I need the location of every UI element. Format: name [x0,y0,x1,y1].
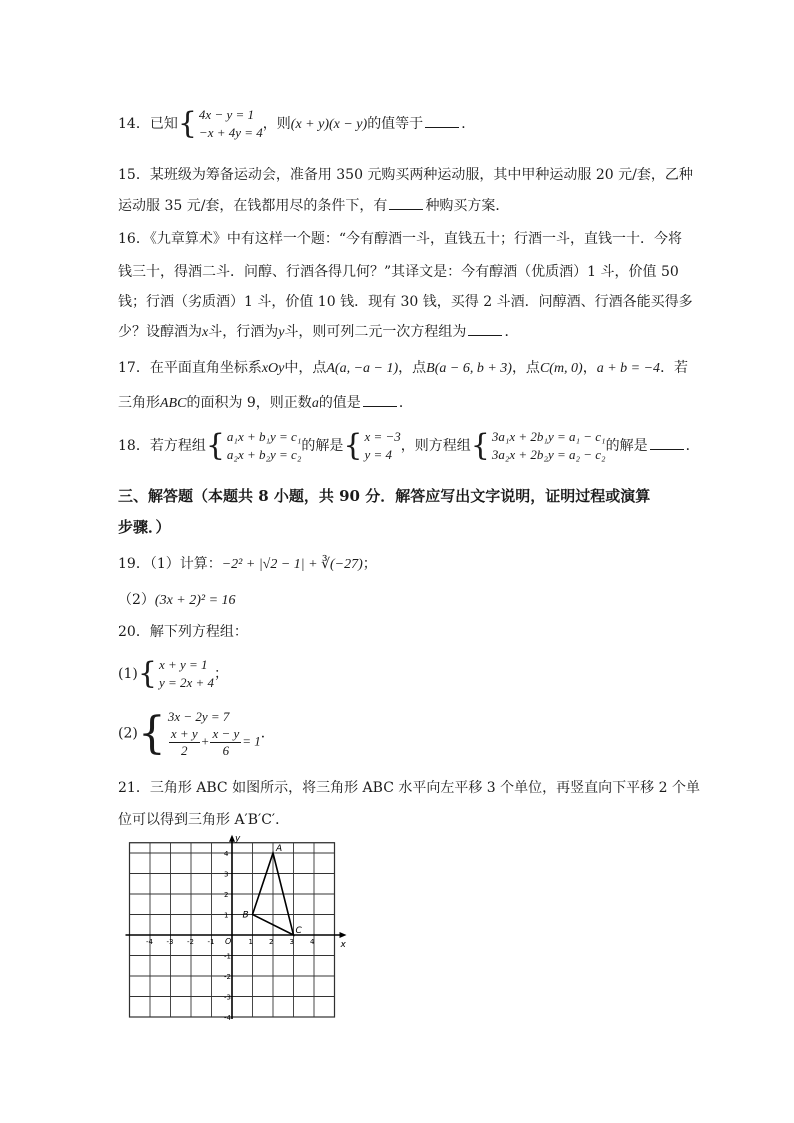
point-b-label: B [242,910,249,921]
y-tick-label: 3 [224,870,229,879]
left-brace-icon: { [137,707,166,759]
q17-end: ． [398,395,413,411]
fraction-denominator: 2 [181,743,188,758]
left-brace-icon: { [137,656,157,691]
question-18 [118,428,700,464]
y-tick-label: -2 [224,973,231,981]
point-a-label: A [276,844,283,854]
question-17-line1 [118,358,688,379]
q20-p1-system [159,656,214,692]
q17-p5: ， [582,360,597,376]
x-tick-label: -1 [207,938,215,946]
q18-system2 [492,428,606,464]
q17-a: a [311,396,319,411]
q14-end: ． [461,116,476,132]
x-tick-label: 2 [269,938,274,946]
plus-sign: + [200,733,210,749]
q20-p1-end: ； [214,666,229,682]
q17-condition: a + b = −4 [596,361,661,376]
q20-p2-rhs: = 1 [242,733,261,749]
answer-blank[interactable] [468,322,502,336]
y-tick-label: 1 [224,911,229,920]
fraction [210,726,241,759]
q19-part2-label: （2） [118,592,155,608]
left-brace-icon: { [205,428,225,463]
fraction-numerator: x + y [170,726,198,741]
x-tick-label: 1 [248,938,253,946]
question-14 [118,106,475,142]
q18-sol-y: y = 4 [364,447,392,462]
q20-p1-eq1: x + y = 1 [158,657,208,672]
q18-end: ． [685,438,700,454]
y-axis-label: y [235,833,241,844]
fraction [169,726,200,759]
q20-p2-eq1: 3x − 2y = 7 [167,709,230,724]
q14-mid: ，则 [262,116,291,132]
q16-var-x: x [202,325,209,340]
section-heading-line1: 三、解答题（本题共 8 小题，共 90 分．解答应写出文字说明，证明过程或演算 [118,487,651,505]
q14-eq2: −x + 4y = 4 [198,125,263,140]
left-brace-icon: { [343,428,363,463]
q17-line2b: 的面积为 9，则正数 [186,395,312,411]
q17-p2: 中，点 [284,360,327,376]
q18-s2-eq1: 3a₁x + 2b₁y = a₁ − c₁ [491,429,606,444]
left-brace-icon: { [177,106,197,141]
q17-line2a: 三角形 [118,395,160,411]
y-tick-label: -1 [224,952,231,961]
answer-blank[interactable] [363,393,397,407]
q20-p2-eq2 [168,726,261,759]
q18-solution [364,428,400,464]
question-20-part2 [118,708,275,759]
question-16-line2: 钱三十，得酒二斗．问醇、行酒各得几何？”其译文是：今有醇酒（优质酒）1 斗，价值 50 [118,264,679,280]
y-tick-label: -3 [224,993,231,1002]
y-tick-label: 4 [224,850,229,858]
y-tick-label: 2 [224,891,229,899]
q17-line2c: 的值是 [318,395,361,411]
q18-s1-eq2: a₂x + b₂y = c₂ [226,447,302,462]
q19-part1-end: ； [362,556,377,572]
q18-system1 [227,428,301,464]
q19-part1-expr: −2² + |√2 − 1| + ∛(−27) [221,557,363,572]
q15-line2b: 种购买方案． [425,198,510,214]
q17-p1: 17．在平面直角坐标系 [118,360,262,376]
x-tick-label: -2 [187,938,194,946]
q20-p2-label: (2) [118,725,138,742]
q20-p1-eq2: y = 2x + 4 [158,675,215,690]
q19-part1-label: 19．（1）计算： [118,556,222,572]
x-tick-label: -4 [146,938,153,946]
q17-xoy: xOy [261,361,285,376]
q17-point-b: B(a − 6, b + 3) [426,361,512,376]
q17-point-c: C(m, 0) [539,361,583,376]
q20-p2-system [168,708,261,759]
q16-line4c: 斗，则可列二元一次方程组为 [284,324,467,340]
q14-eq1: 4x − y = 1 [198,107,255,122]
q17-p6: ．若 [660,360,689,376]
q19-part2-expr: (3x + 2)² = 16 [154,593,236,608]
x-axis-arrow-icon [340,932,347,938]
q18-s1-eq1: a₁x + b₁y = c₁ [226,429,302,444]
question-21-line1: 21．三角形 ABC 如图所示，将三角形 ABC 水平向左平移 3 个单位，再竖直向下平移 2 个单 [118,780,700,796]
q16-line4b: 斗，行酒为 [208,324,279,340]
q18-mid1: 的解是 [301,438,344,454]
x-tick-label: -3 [166,938,174,946]
answer-blank[interactable] [425,114,459,128]
question-15-line2 [118,196,509,216]
q14-tail: 的值等于 [367,116,424,132]
q18-mid2: ，则方程组 [400,438,471,454]
q20-p2-end: ． [260,725,275,742]
q16-end: ． [504,324,519,340]
coordinate-grid-figure [130,833,346,1023]
answer-blank[interactable] [389,196,423,210]
y-tick-label: -4 [224,1014,231,1022]
question-19-part1 [118,554,377,575]
question-19-part2 [118,590,236,611]
question-16-line4 [118,322,518,343]
q17-abc: ABC [160,396,187,411]
q18-s2-eq2: 3a₂x + 2b₂y = a₂ − c₂ [491,447,606,462]
q14-system [199,106,263,142]
q15-line2a: 运动服 35 元/套，在钱都用尽的条件下，有 [118,198,388,214]
x-tick-label: 4 [310,938,315,946]
fraction-numerator: x − y [212,726,240,741]
left-brace-icon: { [470,428,490,463]
origin-label: O [225,937,232,946]
question-20-part1 [118,656,228,692]
question-16-line1: 16．《九章算术》中有这样一个题：“今有醇酒一斗，直钱五十；行酒一斗，直钱一十．今将 [118,231,682,247]
q16-var-y: y [278,325,285,340]
fraction-denominator: 6 [222,743,230,758]
question-20-title: 20．解下列方程组： [118,624,248,640]
q14-expression: (x + y)(x − y) [290,117,368,132]
q18-number: 18．若方程组 [118,438,206,454]
question-17-line2 [118,393,413,414]
x-axis-label: x [340,940,346,950]
q16-line4a: 少？设醇酒为 [118,324,202,340]
q18-tail: 的解是 [605,438,648,454]
question-21-line2: 位可以得到三角形 A′B′C′． [118,812,290,828]
q14-number: 14．已知 [118,116,178,132]
question-15-line1: 15．某班级为筹备运动会，准备用 350 元购买两种运动服，其中甲种运动服 20 元/套，乙种 [118,167,693,183]
section-heading-line2: 步骤．） [118,518,171,536]
point-c-label: C [295,926,302,936]
q17-point-a: A(a, −a − 1) [326,361,399,376]
q17-p4: ，点 [511,360,540,376]
q20-p1-label: (1) [118,666,138,682]
answer-blank[interactable] [650,436,684,450]
q17-p3: ，点 [398,360,427,376]
question-16-line3: 钱；行酒（劣质酒）1 斗，价值 10 钱．现有 30 钱，买得 2 斗酒．问醇酒、行酒各能买得多 [118,294,693,310]
q18-sol-x: x = −3 [364,429,401,444]
x-tick-label: 3 [289,938,294,946]
